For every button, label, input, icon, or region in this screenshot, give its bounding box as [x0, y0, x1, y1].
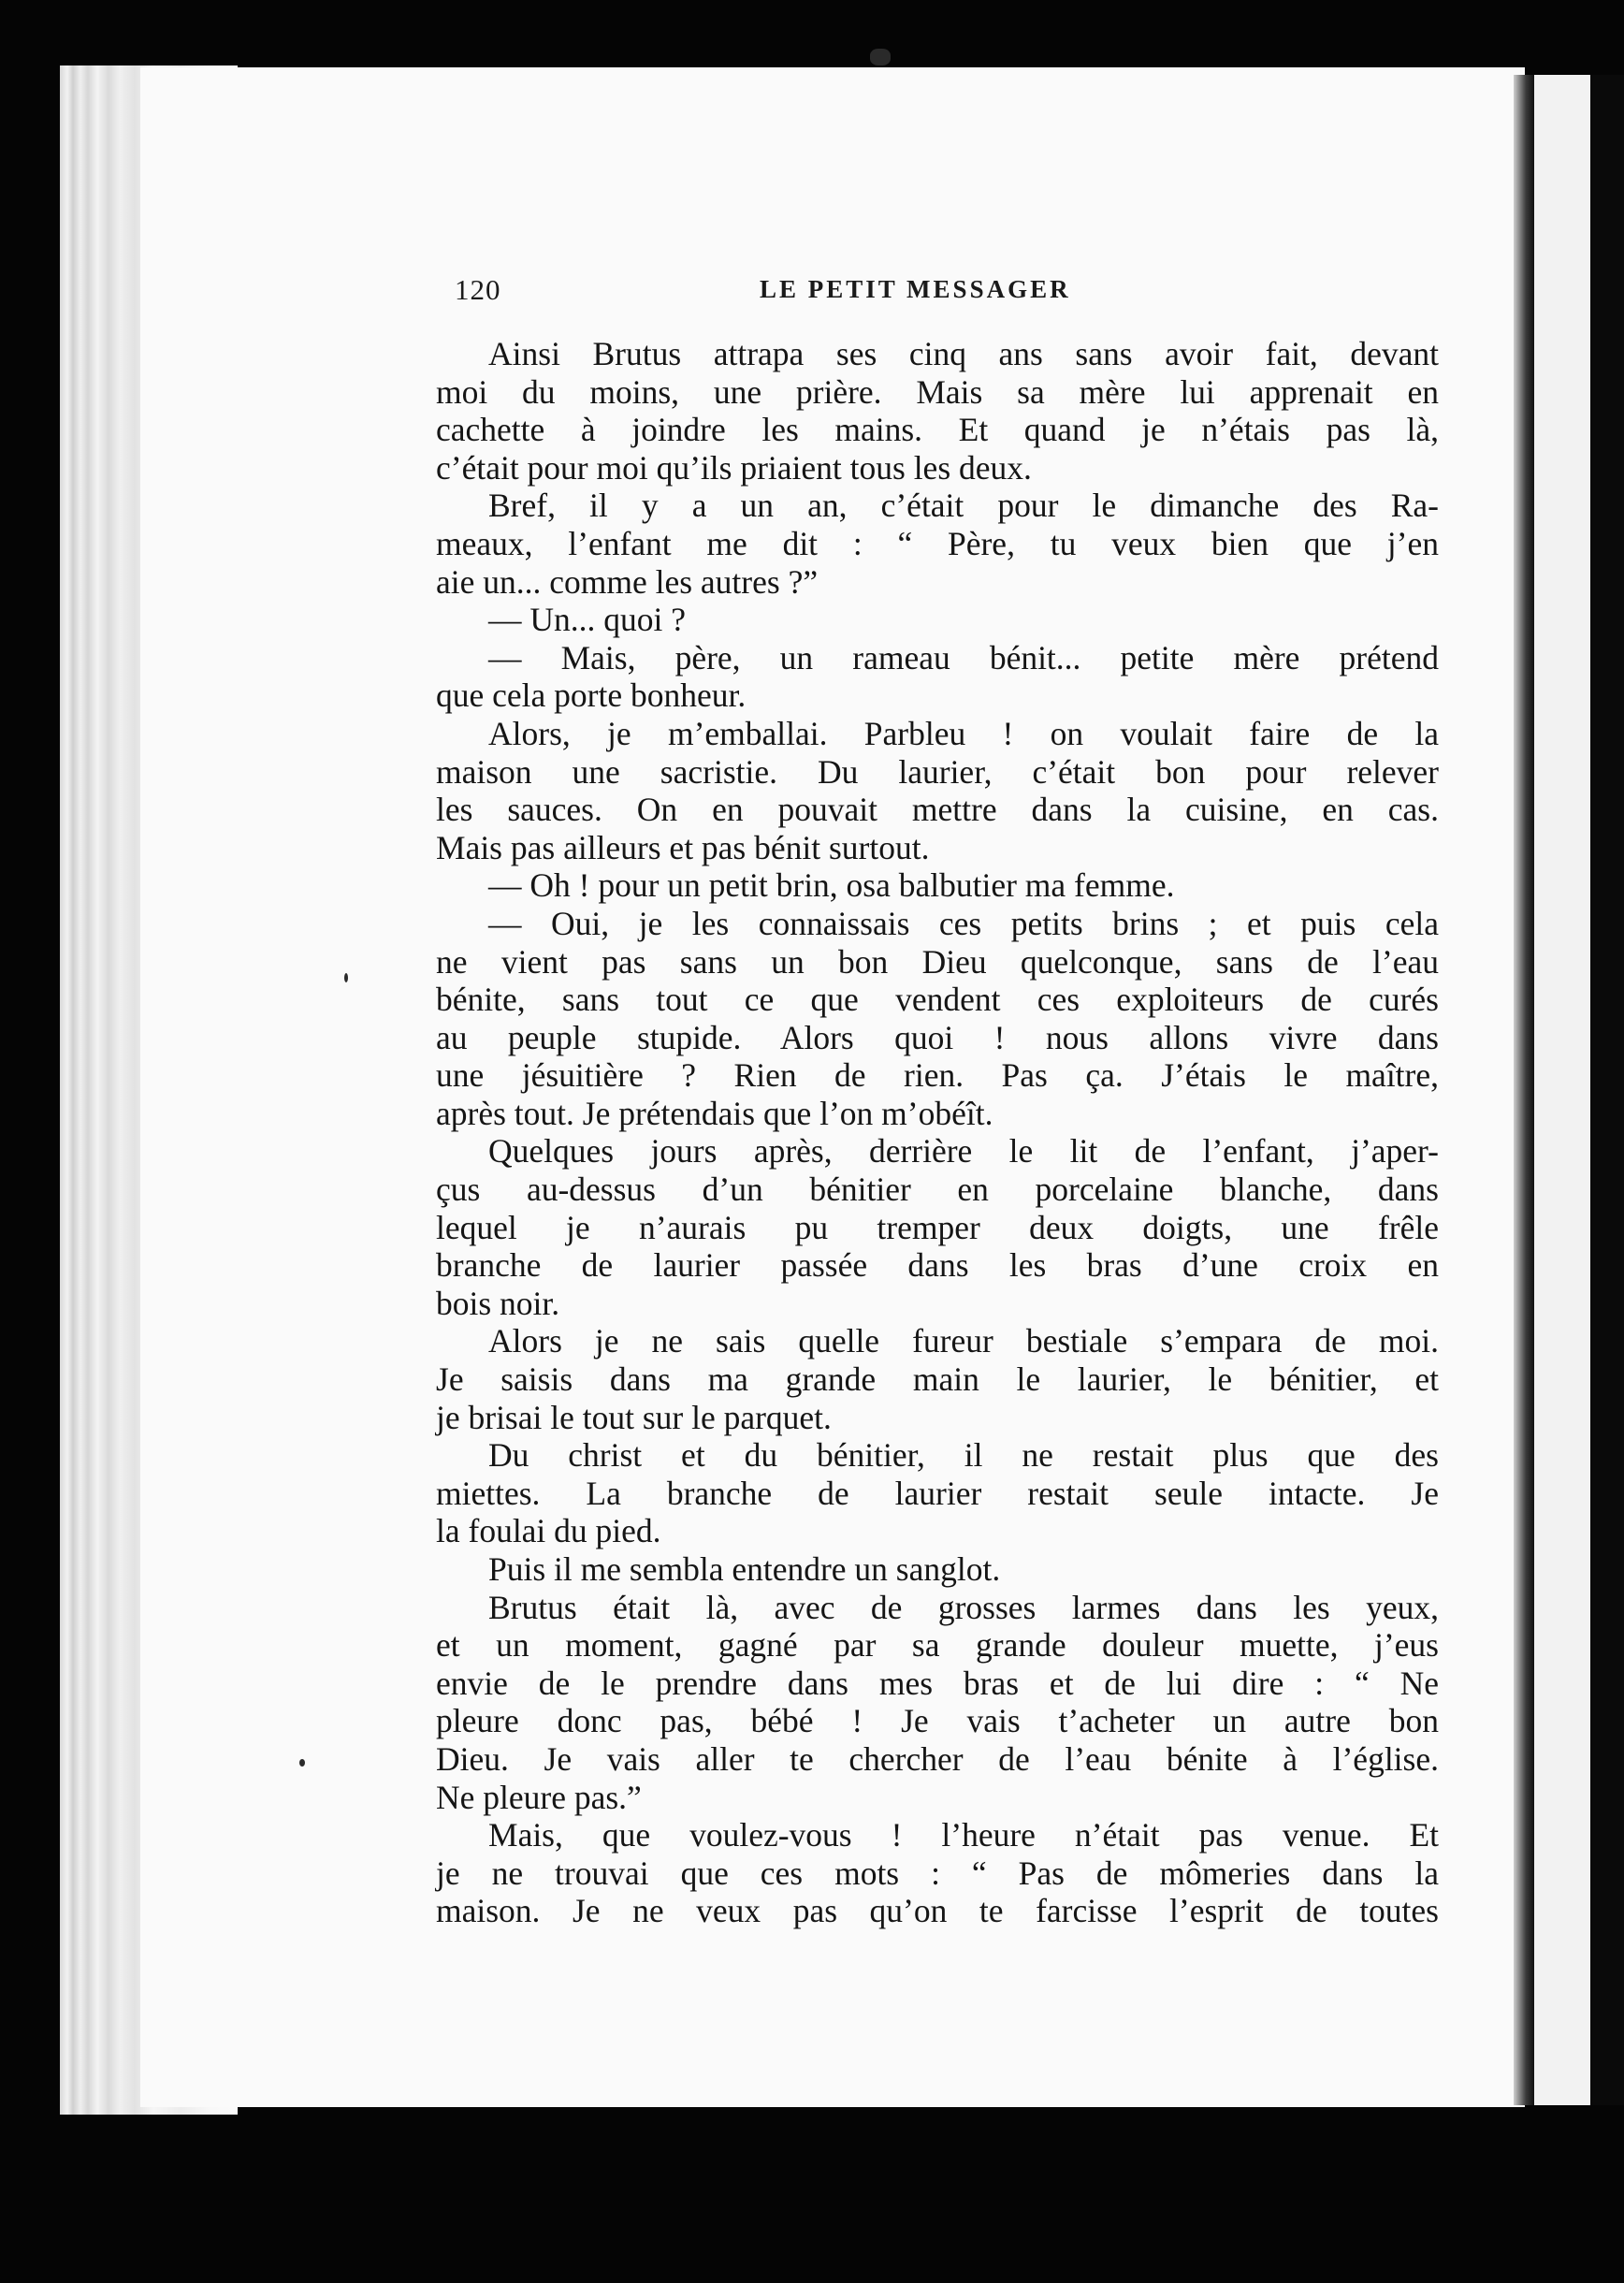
text-line: la foulai du pied.: [436, 1512, 661, 1550]
facing-page-edge: [1590, 75, 1624, 2105]
text-line: Du christ et du bénitier, il ne restait plus que des: [488, 1436, 1439, 1475]
text-line: Mais pas ailleurs et pas bénit surtout.: [436, 828, 930, 866]
text-line: aie un... comme les autres ?”: [436, 562, 819, 601]
text-line: c’était pour moi qu’ils priaient tous les deux.: [436, 448, 1032, 487]
text-line: et un moment, gagné par sa grande douleur muette, j’eus: [436, 1626, 1439, 1665]
text-line: bois noir.: [436, 1284, 560, 1322]
text-line: une jésuitière ? Rien de rien. Pas ça. J’étais le maître,: [436, 1056, 1439, 1095]
text-line: — Mais, père, un rameau bénit... petite mère prétend: [488, 638, 1439, 676]
text-line: Mais, que voulez-vous ! l’heure n’était pas venue. Et: [488, 1816, 1439, 1854]
text-line: ne vient pas sans un bon Dieu quelconque, sans de l’eau: [436, 942, 1439, 981]
body-text: [436, 335, 1439, 1930]
text-line: Je saisis dans ma grande main le laurier, le bénitier, et: [436, 1360, 1439, 1399]
text-line: cachette à joindre les mains. Et quand je n’étais pas là,: [436, 411, 1439, 449]
text-line: les sauces. On en pouvait mettre dans la cuisine, en cas.: [436, 791, 1439, 829]
text-line: Quelques jours après, derrière le lit de l’enfant, j’aper-: [488, 1132, 1439, 1171]
text-line: bénite, sans tout ce que vendent ces exploiteurs de curés: [436, 981, 1439, 1019]
text-line: — Oui, je les connaissais ces petits brins ; et puis cela: [488, 904, 1439, 942]
text-line: Ainsi Brutus attrapa ses cinq ans sans avoir fait, devant: [488, 335, 1439, 372]
text-line: Brutus était là, avec de grosses larmes dans les yeux,: [488, 1588, 1439, 1626]
text-line: — Oh ! pour un petit brin, osa balbutier ma femme.: [488, 866, 1175, 905]
text-line: maison une sacristie. Du laurier, c’était bon pour relever: [436, 752, 1439, 791]
text-line: lequel je n’aurais pu tremper deux doigts, une frêle: [436, 1208, 1439, 1246]
text-line: meaux, l’enfant me dit : “ Père, tu veux bien que j’en: [436, 524, 1439, 562]
scan-speck: [870, 49, 891, 65]
facing-page: [1534, 75, 1590, 2105]
text-line: — Un... quoi ?: [488, 601, 687, 639]
text-line: Alors je ne sais quelle fureur bestiale s’empara de moi.: [488, 1322, 1439, 1360]
running-head: [455, 273, 1437, 311]
text-line: au peuple stupide. Alors quoi ! nous allons vivre dans: [436, 1018, 1439, 1056]
text-line: que cela porte bonheur.: [436, 676, 747, 715]
text-line: je brisai le tout sur le parquet.: [436, 1398, 832, 1436]
scan-speck: [344, 973, 348, 982]
text-line: moi du moins, une prière. Mais sa mère lui apprenait en: [436, 372, 1439, 411]
spine-shadow: [1514, 75, 1534, 2105]
scan-speck: [299, 1759, 305, 1767]
text-line: pleure donc pas, bébé ! Je vais t’acheter un autre bon: [436, 1702, 1439, 1740]
page-number: 120: [455, 273, 501, 306]
text-line: Alors, je m’emballai. Parbleu ! on voulait faire de la: [488, 714, 1439, 752]
running-title: LE PETIT MESSAGER: [760, 275, 1071, 303]
text-line: çus au-dessus d’un bénitier en porcelaine blanche, dans: [436, 1171, 1439, 1209]
text-line: après tout. Je prétendais que l’on m’obéît.: [436, 1094, 993, 1132]
text-line: maison. Je ne veux pas qu’on te farcisse l’esprit de toutes: [436, 1892, 1439, 1930]
text-line: Bref, il y a un an, c’était pour le dimanche des Ra-: [488, 487, 1439, 525]
text-line: Puis il me sembla entendre un sanglot.: [488, 1550, 1001, 1588]
text-line: Ne pleure pas.”: [436, 1778, 642, 1816]
text-line: je ne trouvai que ces mots : “ Pas de mômeries dans la: [436, 1854, 1439, 1892]
text-line: Dieu. Je vais aller te chercher de l’eau bénite à l’église.: [436, 1739, 1439, 1778]
text-line: miettes. La branche de laurier restait seule intacte. Je: [436, 1474, 1439, 1512]
text-line: branche de laurier passée dans les bras d’une croix en: [436, 1246, 1439, 1285]
text-line: envie de le prendre dans mes bras et de lui dire : “ Ne: [436, 1664, 1439, 1702]
